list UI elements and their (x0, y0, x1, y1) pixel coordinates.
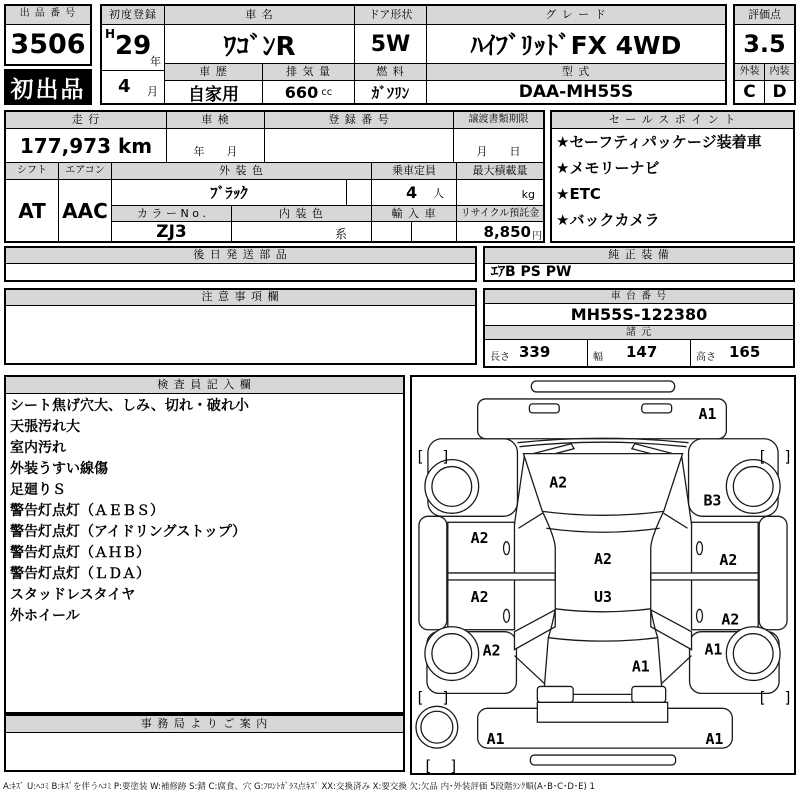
cowl-band (517, 438, 688, 446)
specs-label: 諸 元 (485, 326, 793, 340)
later-parts-label: 後 日 発 送 部 品 (6, 248, 475, 264)
body-right-edge (651, 511, 664, 687)
later-parts-box (4, 246, 477, 282)
capacity: 4 (406, 183, 418, 202)
transfer-docs-label: 譲渡書類期限 (454, 112, 543, 129)
recycle-amount: 8,850 (483, 223, 531, 241)
sales-point-item: ★メモリーナビ (556, 159, 660, 177)
genuine-equipment-label: 純 正 装 備 (485, 248, 793, 264)
door-shape-label: ドア形状 (355, 6, 427, 25)
windshield (523, 454, 682, 516)
interior-grade-label: 内装 (765, 64, 794, 81)
rear-quarter-lines (514, 656, 691, 684)
vehicle-info-box (4, 110, 545, 243)
notes-box (4, 288, 477, 365)
grade-label: グ レ ー ド (427, 6, 725, 25)
auction-number-box (4, 4, 92, 66)
width-cell (588, 340, 691, 366)
interior-color-label: 内 装 色 (232, 206, 372, 222)
office-notice-label: 事 務 局 よ り ご 案 内 (6, 716, 403, 733)
genuine-equipment: ｴｱB PS PW (491, 264, 572, 280)
notes-label: 注 意 事 項 欄 (6, 290, 475, 306)
color-no: ZJ3 (112, 222, 232, 241)
inspection-placeholder: 年 月 (193, 145, 238, 158)
year-suffix: 年 (150, 55, 161, 68)
transfer-placeholder: 月 日 (476, 145, 521, 158)
exterior-grade: C (735, 81, 765, 103)
spare-wheel-inner (421, 711, 453, 743)
corner-bracket: ] (783, 688, 793, 707)
genuine-equipment-box (483, 246, 795, 282)
damage-diagram-box (410, 375, 796, 775)
corner-bracket: [ (415, 688, 425, 707)
right-front-door-handle (697, 542, 703, 555)
length-label: 長さ (490, 352, 510, 363)
inspection-date (167, 129, 265, 163)
front-left-wheel-inner (432, 467, 472, 507)
history-label: 車 歴 (165, 64, 263, 81)
door-shape: 5W (355, 25, 427, 64)
damage-label-a2: A2 (470, 529, 489, 548)
hood-vent-right (642, 404, 672, 413)
capacity-label: 乗車定員 (372, 163, 457, 180)
hood-vent-left (529, 404, 559, 413)
car-name: ﾜｺﾞﾝR (165, 25, 355, 64)
damage-label-a2: A2 (470, 587, 489, 606)
sales-point-item: ★セーフティパッケージ装着車 (556, 133, 762, 151)
payload-unit: kg (521, 188, 535, 201)
damage-label-a2: A2 (594, 550, 612, 569)
damage-label-a1: A1 (704, 640, 723, 659)
shift: AT (6, 180, 59, 241)
body-left-edge (542, 511, 555, 687)
first-reg-year-cell (102, 25, 165, 71)
damage-label-b3: B3 (703, 491, 722, 510)
inspector-line: 足廻りＳ (10, 482, 66, 498)
auction-number: 3506 (10, 29, 86, 60)
inspector-line: 警告灯点灯（ＡＥＢＳ） (10, 503, 164, 519)
right-taillight (632, 686, 666, 702)
inspector-line: 警告灯点灯（ＬＤＡ） (10, 566, 150, 582)
right-sill (759, 516, 787, 629)
auction-number-label: 出 品 番 号 (6, 6, 90, 25)
first-reg-label: 初度登録 (102, 6, 165, 25)
color-no-label: カ ラ ー N o . (112, 206, 232, 222)
chassis-label: 車 台 番 号 (485, 290, 793, 304)
left-front-door-handle (504, 542, 510, 555)
left-taillight (537, 686, 573, 702)
inspector-line: 警告灯点灯（アイドリングストップ） (10, 524, 247, 540)
chassis-number: MH55S-122380 (485, 304, 793, 326)
displacement: 660 (284, 82, 319, 102)
damage-label-a2: A2 (719, 551, 738, 570)
hood (478, 399, 727, 439)
first-listing-badge: 初出品 (4, 69, 92, 105)
shift-label: シフト (6, 163, 59, 180)
inspector-line: 警告灯点灯（ＡＨＢ） (10, 545, 150, 561)
chassis-box (483, 288, 795, 368)
payload-cell (457, 180, 543, 206)
aircon: AAC (59, 180, 112, 241)
later-parts-content (6, 264, 475, 280)
interior-color-suffix: 系 (334, 227, 347, 241)
damage-label-a1: A1 (486, 730, 505, 749)
rear-gate (537, 702, 667, 722)
rear-right-wheel-inner (733, 634, 773, 674)
exterior-color-label: 外 装 色 (112, 163, 372, 180)
inspector-line: 外ホイール (10, 608, 80, 624)
interior-grade: D (772, 82, 787, 102)
exterior-color: ﾌﾞﾗｯｸ (112, 180, 347, 206)
first-reg-year: 29 (115, 31, 152, 61)
inspector-line: スタッドレスタイヤ (10, 587, 136, 603)
sales-points-label: セ ー ル ス ポ イ ン ト (552, 112, 793, 129)
front-bumper (531, 381, 674, 392)
exterior-grade-label: 外装 (735, 64, 765, 81)
recycle-label: リサイクル預託金 (457, 206, 543, 222)
era-prefix: H (105, 27, 116, 41)
height-label: 高さ (696, 352, 716, 363)
inspector-line: 室内汚れ (10, 440, 66, 456)
rear-lower-strip (530, 755, 675, 765)
history: 自家用 (165, 81, 263, 103)
front-right-wheel-inner (733, 467, 773, 507)
damage-label-a2: A2 (482, 641, 501, 660)
vehicle-header-box (100, 4, 727, 105)
sales-point-item: ★バックカメラ (556, 211, 660, 229)
exterior-color-subcell (347, 180, 372, 206)
damage-label-a1: A1 (698, 404, 717, 423)
rear-left-wheel-inner (432, 634, 472, 674)
damage-label-a2: A2 (721, 610, 740, 629)
inspector-line: 外装うすい線傷 (10, 461, 108, 477)
inspector-notes-label: 検 査 員 記 入 欄 (6, 377, 403, 394)
import-cell-2 (412, 222, 457, 241)
recycle-cell (457, 222, 543, 241)
capacity-unit: 人 (433, 187, 444, 200)
month-suffix: 月 (147, 85, 158, 98)
rear-glass-line (548, 638, 657, 641)
length-value: 339 (519, 343, 551, 361)
left-sill (419, 516, 447, 629)
car-name-label: 車 名 (165, 6, 355, 25)
height-value: 165 (729, 343, 761, 361)
corner-bracket: ] (441, 447, 451, 466)
registration-number-label: 登 録 番 号 (265, 112, 454, 129)
score: 3.5 (735, 25, 794, 64)
capacity-cell (372, 180, 457, 206)
corner-bracket: ] (449, 756, 459, 773)
import-label: 輸 入 車 (372, 206, 457, 222)
left-cpillar (514, 610, 555, 650)
right-cpillar (651, 610, 692, 650)
corner-bracket: [ (415, 447, 425, 466)
cowl-line (546, 528, 659, 532)
roof-rear-line (555, 609, 651, 612)
corner-bracket: [ (757, 447, 767, 466)
left-rear-door-handle (504, 609, 510, 622)
recycle-unit: 円 (532, 231, 542, 241)
legend-line: A:ｷｽﾞ U:ﾍｺﾐ B:ｷｽﾞを伴うﾍｺﾐ P:要塗装 W:補修跡 S:錆 C:腐食、穴 G:ﾌﾛﾝﾄｶﾞﾗｽ点ｷｽﾞ XX:交換済み X:要交換 欠:欠品 内･外装評価 5段階ﾗﾝｸ順(A･B･C･D･E) 1 (3, 782, 595, 792)
corner-bracket: [ (423, 756, 433, 773)
inspection-label: 車 検 (167, 112, 265, 129)
first-reg-month: 4 (118, 76, 131, 97)
damage-label-a1: A1 (631, 657, 650, 676)
height-cell (691, 340, 793, 366)
aircon-label: エアコン (59, 163, 112, 180)
car-diagram (412, 377, 794, 773)
corner-bracket: ] (441, 688, 451, 707)
left-bpillar-band (448, 573, 555, 580)
notes-content (6, 306, 475, 363)
sales-points-box (550, 110, 795, 243)
width-label: 幅 (593, 352, 603, 363)
damage-label-a2: A2 (549, 473, 568, 492)
grade: ﾊｲﾌﾞﾘｯﾄﾞFX 4WD (427, 25, 725, 64)
fuel: ｶﾞｿﾘﾝ (355, 81, 427, 103)
right-bpillar-band (651, 573, 758, 580)
model-code: DAA-MH55S (518, 82, 634, 102)
transfer-docs-date (454, 129, 543, 163)
mileage-label: 走 行 (6, 112, 167, 129)
sales-point-item: ★ETC (556, 185, 601, 203)
score-box (733, 4, 796, 105)
payload-label: 最大積載量 (457, 163, 543, 180)
corner-bracket: ] (783, 447, 793, 466)
corner-bracket: [ (757, 688, 767, 707)
damage-label-u3: U3 (594, 587, 612, 606)
inspector-line: 天張汚れ大 (10, 419, 80, 435)
model-code-label: 型 式 (427, 64, 725, 81)
inspector-line: シート焦げ穴大、しみ、切れ・破れ小 (10, 398, 249, 414)
first-reg-month-cell (102, 71, 165, 103)
displacement-unit: cc (321, 86, 333, 98)
import-cell-1 (372, 222, 412, 241)
displacement-cell (263, 81, 355, 103)
fuel-label: 燃 料 (355, 64, 427, 81)
specs-row (485, 340, 793, 366)
damage-label-a1: A1 (705, 730, 724, 749)
inspector-notes-body (6, 394, 403, 627)
mileage: 177,973 km (6, 129, 167, 163)
displacement-label: 排 気 量 (263, 64, 355, 81)
width-value: 147 (626, 343, 658, 361)
registration-number (265, 129, 454, 163)
score-label: 評価点 (735, 6, 794, 25)
inspector-notes-box (4, 375, 405, 714)
length-cell (485, 340, 588, 366)
right-rear-door-handle (697, 609, 703, 622)
interior-color-cell (232, 222, 372, 241)
office-notice-box (4, 714, 405, 772)
